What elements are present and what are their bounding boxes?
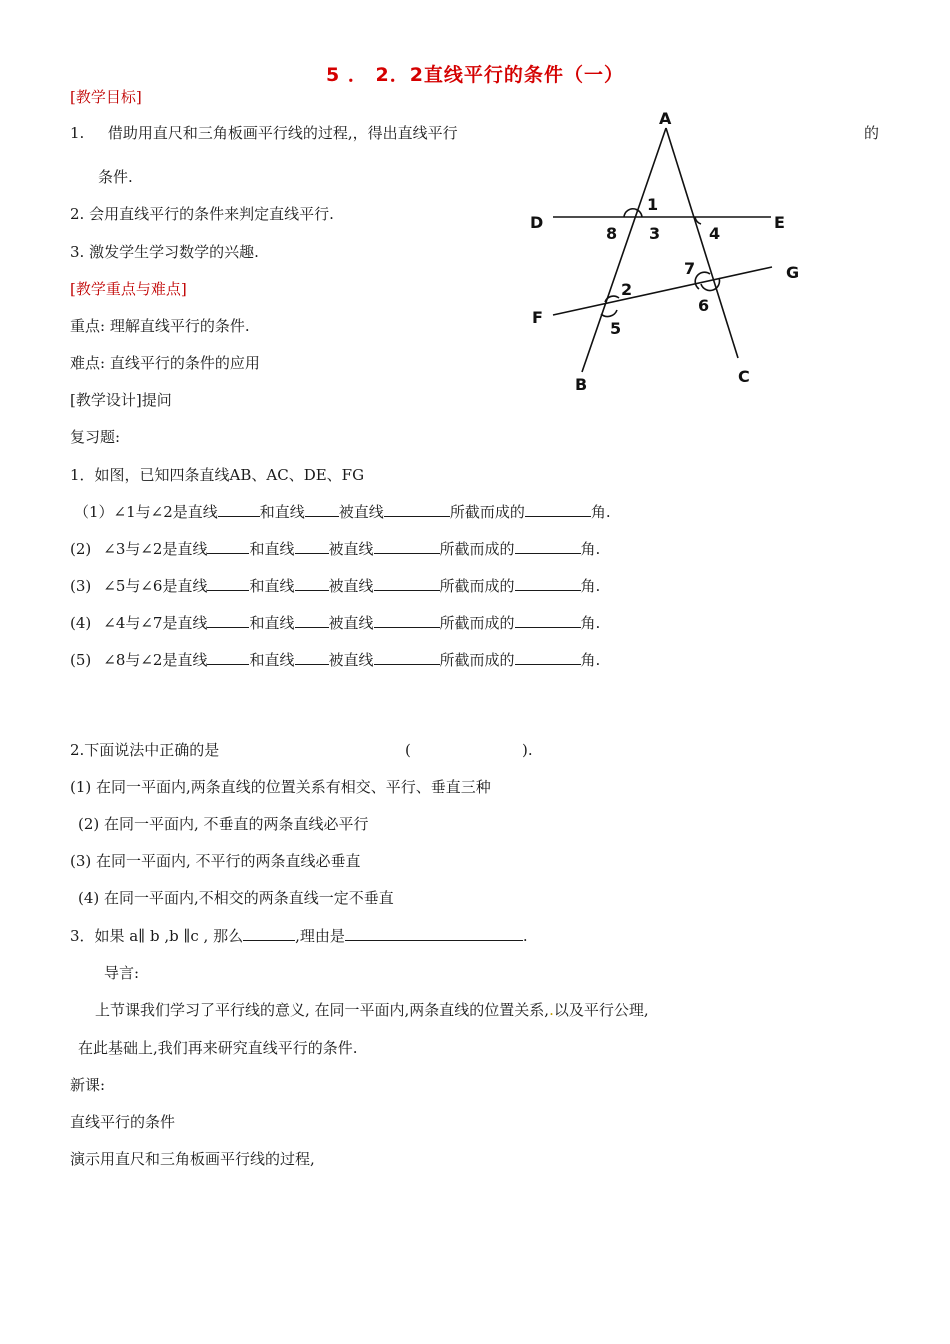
question-2-option: (1) 在同一平面内,两条直线的位置关系有相交、平行、垂直三种 <box>70 778 491 796</box>
answer-blank[interactable] <box>515 576 581 591</box>
goal-1-number: 1. <box>70 124 85 142</box>
question-2-stem: 2.下面说法中正确的是 <box>70 741 220 759</box>
item-angle-pair: ∠4与∠7是直线 <box>103 614 208 632</box>
item-text: 所截而成的 <box>439 651 515 669</box>
question-1-item <box>70 576 600 596</box>
item-number: （1） <box>74 503 114 521</box>
answer-blank[interactable] <box>515 650 581 665</box>
question-2-option: (3) 在同一平面内, 不平行的两条直线必垂直 <box>70 852 361 870</box>
item-text: 和直线 <box>249 614 295 632</box>
item-number: (3) <box>70 577 92 595</box>
item-text: 被直线 <box>338 503 384 521</box>
goals-heading: [教学目标] <box>70 88 142 106</box>
intro-text: 以及平行公理, <box>553 1001 649 1019</box>
item-text: 和直线 <box>249 651 295 669</box>
question-3-text: . <box>522 927 528 945</box>
intro-paragraph-2: 在此基础上,我们再来研究直线平行的条件. <box>78 1039 358 1057</box>
item-text: 和直线 <box>249 540 295 558</box>
item-text: 被直线 <box>328 614 374 632</box>
item-number: (2) <box>70 540 92 558</box>
goal-3: 3. 激发学生学习数学的兴趣. <box>70 243 259 261</box>
angle-label-2: 2 <box>621 280 633 299</box>
question-2-paren-open: ( <box>405 741 411 759</box>
question-1-item <box>74 502 611 522</box>
intro-dot: . <box>549 1001 554 1019</box>
answer-blank[interactable] <box>295 539 329 554</box>
point-label-f: F <box>532 308 543 327</box>
question-1-item <box>70 650 600 670</box>
question-2-option: (4) 在同一平面内,不相交的两条直线一定不垂直 <box>78 889 394 907</box>
item-text: 所截而成的 <box>439 577 515 595</box>
angle-label-7: 7 <box>684 259 696 278</box>
item-text: 被直线 <box>328 540 374 558</box>
item-text: 被直线 <box>328 577 374 595</box>
angle-label-3: 3 <box>649 224 661 243</box>
answer-blank[interactable] <box>384 502 450 517</box>
answer-blank[interactable] <box>207 539 249 554</box>
item-text: 角. <box>580 614 601 632</box>
answer-blank[interactable] <box>374 539 440 554</box>
item-number: (5) <box>70 651 92 669</box>
question-1-stem: 1．如图，已知四条直线AB、AC、DE、FG <box>70 466 365 484</box>
key-point: 重点: 理解直线平行的条件. <box>70 317 250 335</box>
item-angle-pair: ∠3与∠2是直线 <box>103 540 208 558</box>
answer-blank[interactable] <box>515 613 581 628</box>
question-3 <box>70 926 528 946</box>
item-text: 所截而成的 <box>449 503 525 521</box>
answer-blank[interactable] <box>218 502 260 517</box>
key-heading: [教学重点与难点] <box>70 280 187 298</box>
answer-blank[interactable] <box>515 539 581 554</box>
answer-blank[interactable] <box>243 926 295 941</box>
point-label-c: C <box>738 367 750 386</box>
answer-blank[interactable] <box>295 576 329 591</box>
intro-text: 上节课我们学习了平行线的意义, 在同一平面内,两条直线的位置关系, <box>95 1001 550 1019</box>
answer-blank[interactable] <box>374 576 440 591</box>
item-text: 角. <box>580 540 601 558</box>
page-title: 5 ． 2．2直线平行的条件（一） <box>326 64 624 86</box>
answer-blank[interactable] <box>305 502 339 517</box>
goal-1-tail: 的 <box>864 124 880 142</box>
line-fg <box>553 267 772 315</box>
goal-1-text: 借助用直尺和三角板画平行线的过程,，得出直线平行 <box>107 124 458 142</box>
difficult-point: 难点: 直线平行的条件的应用 <box>70 354 260 372</box>
item-text: 和直线 <box>249 577 295 595</box>
point-label-g: G <box>786 263 800 282</box>
geometry-figure <box>525 100 825 400</box>
item-text: 角. <box>580 577 601 595</box>
item-text: 被直线 <box>328 651 374 669</box>
intro-label: 导言: <box>104 964 140 982</box>
question-1-item <box>70 613 600 633</box>
answer-blank[interactable] <box>374 650 440 665</box>
angle-label-6: 6 <box>698 296 710 315</box>
teaching-design: [教学设计]提问 <box>70 391 172 409</box>
angle-label-5: 5 <box>610 319 622 338</box>
question-1-item <box>70 539 600 559</box>
question-2-option: (2) 在同一平面内, 不垂直的两条直线必平行 <box>78 815 369 833</box>
item-text: 所截而成的 <box>439 614 515 632</box>
answer-blank[interactable] <box>525 502 591 517</box>
point-label-b: B <box>575 375 588 394</box>
answer-blank[interactable] <box>207 613 249 628</box>
answer-blank[interactable] <box>345 926 523 941</box>
item-angle-pair: ∠5与∠6是直线 <box>103 577 208 595</box>
point-label-a: A <box>659 109 672 128</box>
line-ac <box>666 128 738 358</box>
angle-label-8: 8 <box>606 224 618 243</box>
item-text: 角. <box>580 651 601 669</box>
angle-label-1: 1 <box>647 195 659 214</box>
question-2-paren-close: ). <box>522 741 533 759</box>
review-label: 复习题: <box>70 428 121 446</box>
item-text: 和直线 <box>259 503 305 521</box>
intro-paragraph-1 <box>95 1000 649 1020</box>
section-subtitle: 直线平行的条件 <box>70 1113 176 1131</box>
point-label-e: E <box>774 213 785 232</box>
answer-blank[interactable] <box>207 576 249 591</box>
goal-2: 2. 会用直线平行的条件来判定直线平行. <box>70 205 334 223</box>
item-text: 所截而成的 <box>439 540 515 558</box>
goal-1-continuation: 条件. <box>98 168 133 186</box>
answer-blank[interactable] <box>207 650 249 665</box>
answer-blank[interactable] <box>295 613 329 628</box>
answer-blank[interactable] <box>374 613 440 628</box>
item-angle-pair: ∠8与∠2是直线 <box>103 651 208 669</box>
line-ab <box>582 128 666 372</box>
goal-1 <box>70 123 458 143</box>
item-angle-pair: ∠1与∠2是直线 <box>113 503 218 521</box>
answer-blank[interactable] <box>295 650 329 665</box>
question-3-text: ,理由是 <box>295 927 345 945</box>
item-text: 角. <box>590 503 611 521</box>
new-lesson-label: 新课: <box>70 1076 106 1094</box>
question-3-text: 3．如果 a∥ b ,b ∥c , 那么 <box>70 927 244 945</box>
item-number: (4) <box>70 614 92 632</box>
angle-label-4: 4 <box>709 224 721 243</box>
angle-arc-8 <box>624 209 635 217</box>
point-label-d: D <box>530 213 544 232</box>
demo-text: 演示用直尺和三角板画平行线的过程, <box>70 1150 315 1168</box>
